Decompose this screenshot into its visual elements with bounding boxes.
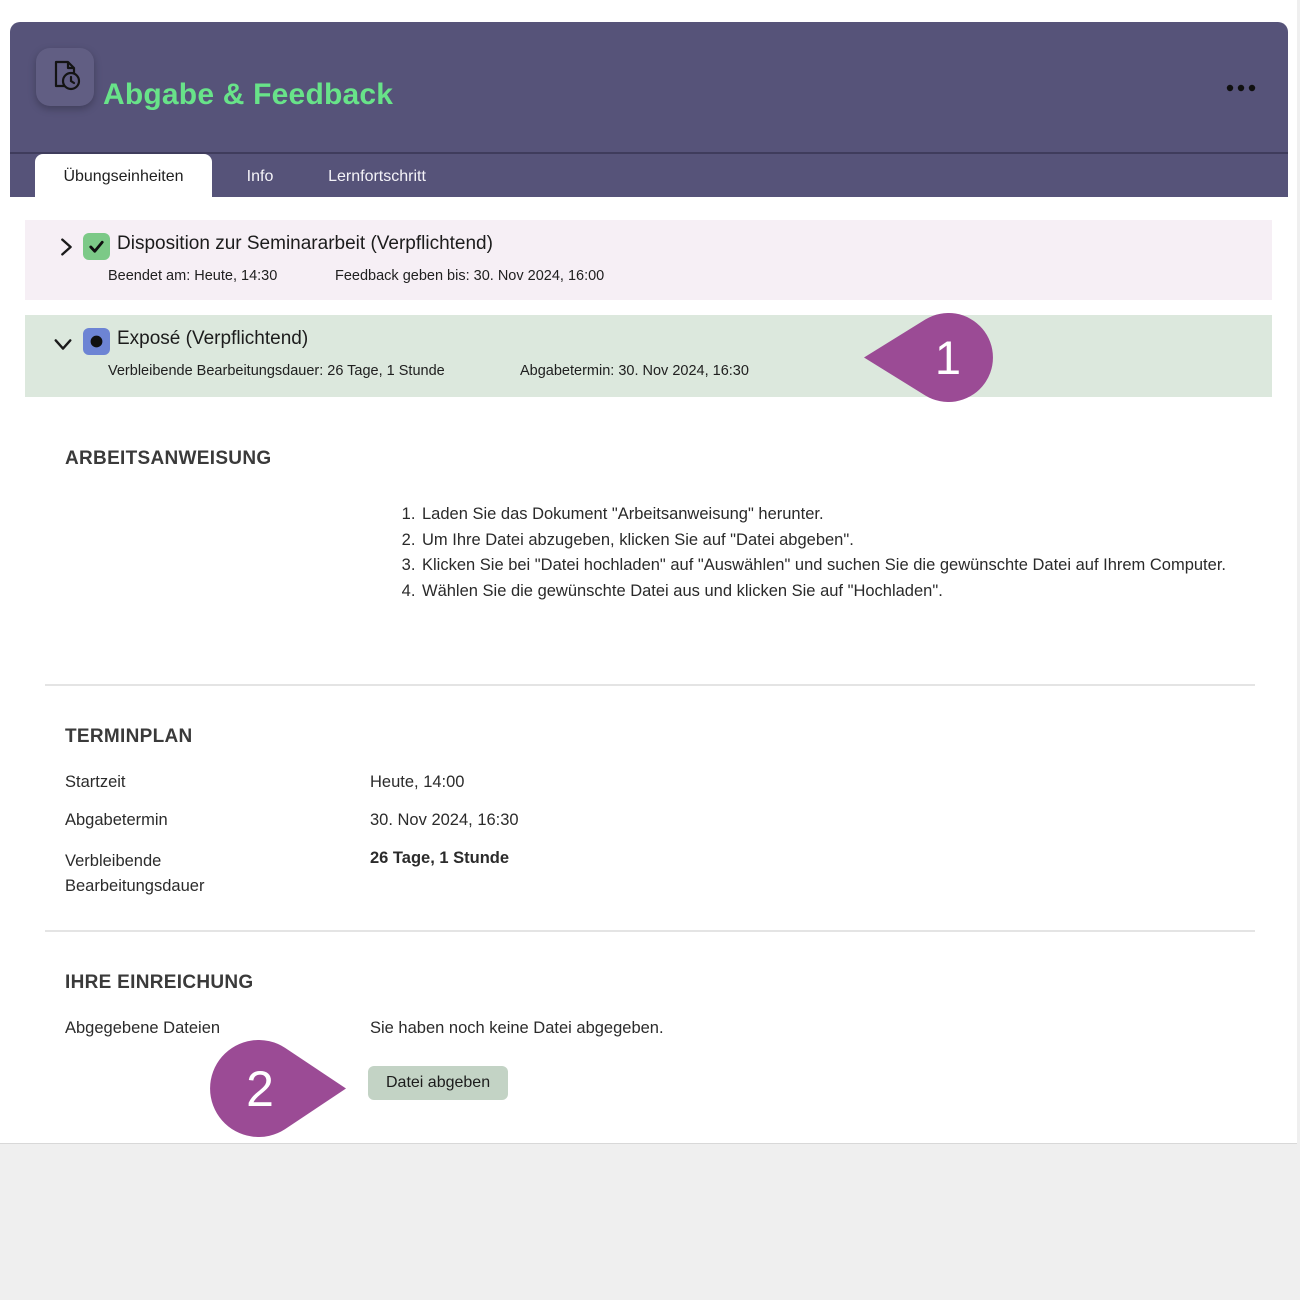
submission-heading: IHRE EINREICHUNG [65, 972, 254, 993]
schedule-row-value: 26 Tage, 1 Stunde [370, 849, 510, 867]
unit-row-disposition[interactable] [25, 220, 1272, 300]
work-instructions-heading: ARBEITSANWEISUNG [65, 448, 272, 469]
schedule-heading: TERMINPLAN [65, 726, 193, 747]
tab-info[interactable] [228, 154, 292, 199]
tab-lernfortschritt[interactable] [302, 154, 452, 199]
unit-meta-deadline: Abgabetermin: 30. Nov 2024, 16:30 [520, 363, 749, 379]
status-completed-icon [83, 233, 110, 260]
annotation-pin-2 [210, 1040, 347, 1137]
tab-bar [10, 152, 1288, 197]
app-icon-tile [36, 48, 94, 106]
unit-title: Exposé (Verpflichtend) [117, 328, 309, 349]
tab-label: Lernfortschritt [328, 167, 426, 185]
section-divider [45, 684, 1255, 686]
ellipsis-icon [1226, 79, 1256, 96]
tab-label: Info [246, 167, 274, 185]
unit-meta-ended: Beendet am: Heute, 14:30 [108, 268, 278, 284]
unit-title: Disposition zur Seminararbeit (Verpflichtend) [117, 233, 493, 254]
chevron-right-icon[interactable] [55, 236, 77, 258]
schedule-row-label: Startzeit [65, 773, 126, 791]
status-in-progress-icon [83, 328, 110, 355]
annotation-pin-1 [863, 313, 993, 402]
tab-uebungseinheiten[interactable] [35, 154, 212, 200]
chevron-down-icon[interactable] [51, 333, 75, 355]
instruction-step: 1. Laden Sie das Dokument "Arbeitsanweisung" herunter. [420, 502, 1270, 528]
unit-row-expose[interactable] [25, 315, 1272, 397]
schedule-row-value: Heute, 14:00 [370, 773, 465, 791]
annotation-number: 2 [246, 1061, 274, 1117]
instruction-step: 2. Um Ihre Datei abzugeben, klicken Sie auf "Datei abgeben". [420, 528, 1270, 554]
submitted-files-label: Abgegebene Dateien [65, 1019, 221, 1037]
instruction-step: 4. Wählen Sie die gewünschte Datei aus und klicken Sie auf "Hochladen". [420, 579, 1270, 605]
annotation-number: 1 [934, 331, 962, 384]
more-options-button[interactable] [1226, 84, 1256, 92]
document-clock-icon [46, 56, 84, 99]
work-instructions-list [398, 502, 1270, 604]
page-title: Abgabe & Feedback [103, 78, 394, 111]
course-header [10, 22, 1288, 197]
submitted-files-value: Sie haben noch keine Datei abgegeben. [370, 1019, 664, 1037]
section-divider [45, 930, 1255, 932]
submit-file-button[interactable]: Datei abgeben [368, 1066, 508, 1100]
instruction-step: 3. Klicken Sie bei "Datei hochladen" auf "Auswählen" und suchen Sie die gewünschte Datei auf Ihrem Computer. [420, 553, 1270, 579]
tab-label: Übungseinheiten [63, 168, 184, 185]
schedule-row-label: Verbleibende Bearbeitungsdauer [65, 852, 205, 895]
schedule-row-label: Abgabetermin [65, 811, 168, 829]
schedule-row-value: 30. Nov 2024, 16:30 [370, 811, 519, 829]
unit-meta-remaining: Verbleibende Bearbeitungsdauer: 26 Tage, 1 Stunde [108, 363, 445, 379]
unit-meta-feedback-due: Feedback geben bis: 30. Nov 2024, 16:00 [335, 268, 605, 284]
